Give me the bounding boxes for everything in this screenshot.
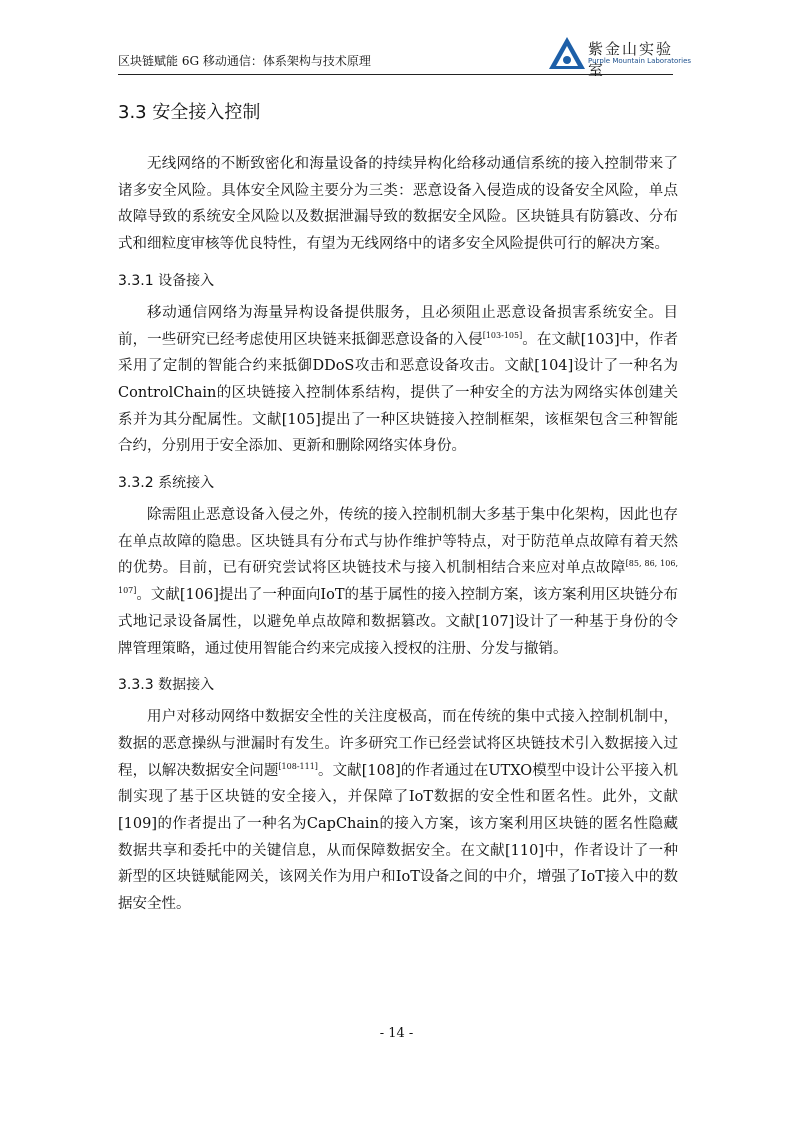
data-access-paragraph bbox=[118, 704, 678, 918]
paragraph-text: 移动通信网络为海量异构设备提供服务，且必须阻止恶意设备损害系统安全。目前，一些研究已经考虑使用区块链来抵御恶意设备的入侵 bbox=[118, 304, 678, 348]
citation-ref: [103-105] bbox=[482, 330, 523, 340]
citation-ref: [85, 86, 106, 107] bbox=[118, 559, 678, 596]
page-header bbox=[118, 36, 692, 79]
paragraph-text: 。文献[108]的作者通过在UTXO模型中设计公平接入机制实现了基于区块链的安全接入，并保障了IoT数据的安全性和匿名性。此外，文献[109]的作者提出了一种名为CapChain的接入方案，该方案利用区块链的匿名性隐藏数据共享和委托中的关键信息，从而保障数据安全。在文献[110]中，作者设计了一种新型的区块链赋能网关，该网关作为用户和IoT设备之间的中介，增强了IoT接入中的数据安全性。 bbox=[118, 762, 678, 913]
logo-english-name: Purple Mountain Laboratories bbox=[588, 57, 692, 65]
lab-logo bbox=[548, 35, 692, 79]
subsection-heading-data-access: 3.3.3 数据接入 bbox=[118, 677, 215, 694]
page-body bbox=[118, 98, 678, 918]
paragraph-text: 用户对移动网络中数据安全性的关注度极高，而在传统的集中式接入控制机制中，数据的恶意操纵与泄漏时有发生。许多研究工作已经尝试将区块链技术引入数据接入过程，以解决数据安全问题 bbox=[118, 709, 678, 779]
logo-chinese-name: 紫金山实验室 bbox=[588, 40, 674, 79]
logo-triangle-icon bbox=[548, 36, 586, 70]
section-heading: 3.3 安全接入控制 bbox=[118, 102, 261, 123]
device-access-paragraph bbox=[118, 300, 678, 460]
subsection-heading-system-access: 3.3.2 系统接入 bbox=[118, 475, 215, 492]
paragraph-text: 。文献[106]提出了一种面向IoT的基于属性的接入控制方案，该方案利用区块链分布式地记录设备属性，以避免单点故障和数据篡改。文献[107]设计了一种基于身份的令牌管理策略，通过使用智能合约来完成接入授权的注册、分发与撤销。 bbox=[118, 587, 679, 657]
paragraph-text: 。在文献[103]中，作者采用了定制的智能合约来抵御DDoS攻击和恶意设备攻击。文献[104]设计了一种名为ControlChain的区块链接入控制体系结构，提供了一种安全的方法为网络实体创建关系并为其分配属性。文献[105]提出了一种区块链接入控制框架，该框架包含三种智能合约，分别用于安全添加、更新和删除网络实体身份。 bbox=[118, 331, 678, 455]
section-intro-paragraph: 无线网络的不断致密化和海量设备的持续异构化给移动通信系统的接入控制带来了诸多安全风险。具体安全风险主要分为三类：恶意设备入侵造成的设备安全风险，单点故障导致的系统安全风险以及数据泄漏导致的数据安全风险。区块链具有防篡改、分布式和细粒度审核等优良特性，有望为无线网络中的诸多安全风险提供可行的解决方案。 bbox=[118, 156, 678, 253]
subsection-heading-device-access: 3.3.1 设备接入 bbox=[118, 272, 215, 289]
system-access-paragraph bbox=[118, 502, 678, 662]
running-title: 区块链赋能 6G 移动通信：体系架构与技术原理 bbox=[118, 54, 371, 68]
citation-ref: [108-111] bbox=[278, 761, 318, 771]
page-number: - 14 - bbox=[379, 1026, 414, 1041]
paragraph-text: 除需阻止恶意设备入侵之外，传统的接入控制机制大多基于集中化架构，因此也存在单点故障的隐患。区块链具有分布式与协作维护等特点，对于防范单点故障有着天然的优势。目前，已有研究尝试将区块链技术与接入机制相结合来应对单点故障 bbox=[118, 507, 678, 577]
